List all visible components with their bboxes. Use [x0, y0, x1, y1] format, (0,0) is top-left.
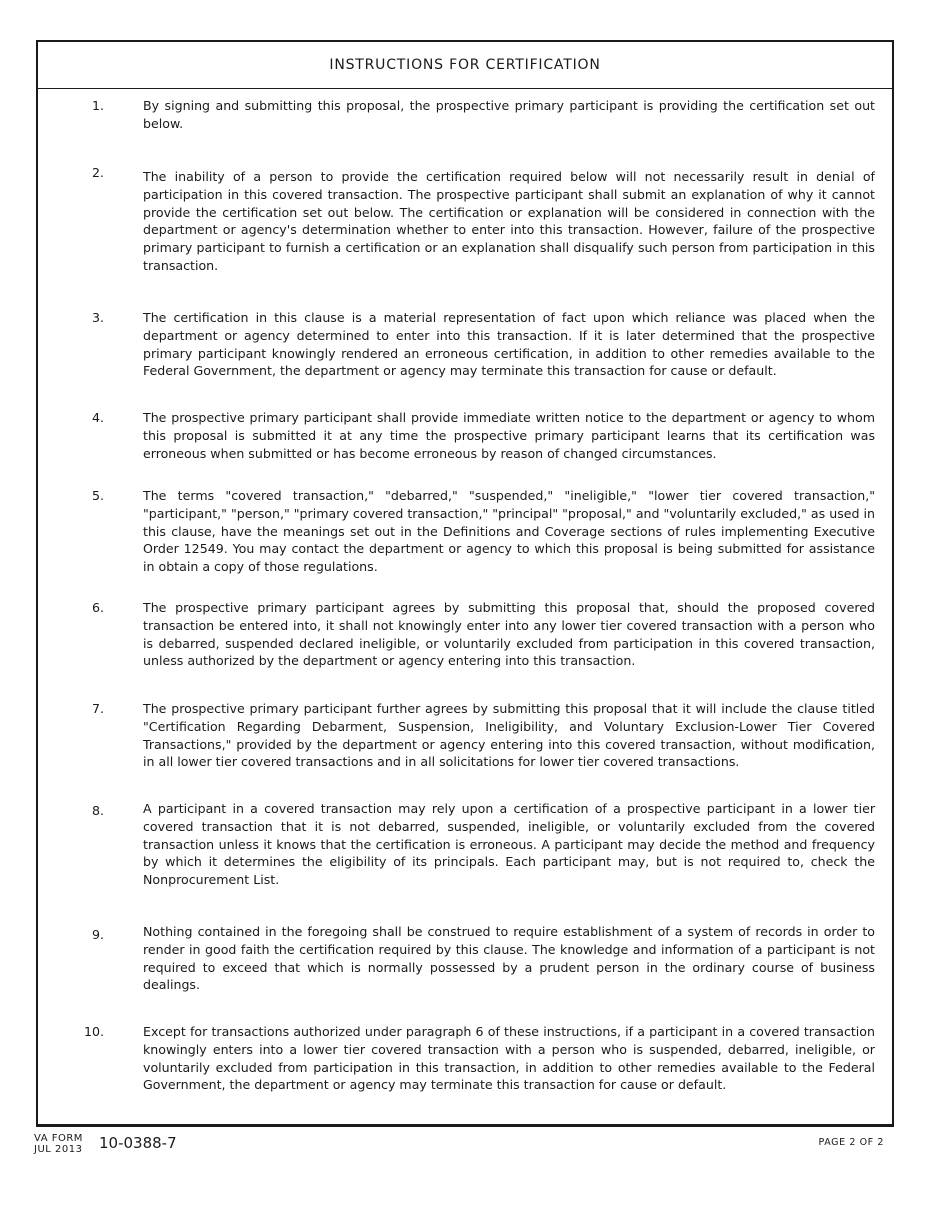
- form-number: 10-0388-7: [99, 1134, 177, 1152]
- item-number: 7.: [91, 701, 104, 716]
- item-text: The prospective primary participant further agrees by submitting this proposal that it will include the clause titled "Certification Regarding Debarment, Suspension, Ineligibility, and Voluntary Exclusion-Lower Tier Covered Transactions," provided by the department or agency entering into this covered transaction, without modification, in all lower tier covered transactions and in all solicitations for lower tier covered transactions.: [143, 701, 875, 770]
- item-text: The inability of a person to provide the certification required below will not necessarily result in denial of participation in this covered transaction. The prospective participant shall submit an explanation of why it cannot provide the certification set out below. The certification or explanation will be considered in connection with the department or agency's determination whether to enter into this transaction. However, failure of the prospective primary participant to furnish a certification or an explanation shall disqualify such person from participation in this transaction.: [143, 169, 875, 273]
- item-number: 6.: [91, 600, 104, 615]
- item-number: 4.: [91, 410, 104, 425]
- item-number: 3.: [91, 310, 104, 325]
- item-number: 2.: [91, 165, 104, 180]
- item-number: 1.: [91, 98, 104, 113]
- page-number: PAGE 2 OF 2: [818, 1137, 884, 1148]
- item-text: The prospective primary participant shall provide immediate written notice to the department or agency to whom this proposal is submitted it at any time the prospective primary participant learns that its certification was erroneous when submitted or has become erroneous by reason of changed circumstances.: [143, 410, 875, 461]
- item-text: The certification in this clause is a material representation of fact upon which reliance was placed when the department or agency determined to enter into this transaction. If it is later determined that the prospective primary participant knowingly rendered an erroneous certification, in addition to other remedies available to the Federal Government, the department or agency may terminate this transaction for cause or default.: [143, 310, 875, 379]
- page-title: INSTRUCTIONS FOR CERTIFICATION: [38, 42, 892, 89]
- form-label: [34, 1133, 83, 1155]
- item-number: 9.: [91, 927, 104, 942]
- form-date: JUL 2013: [34, 1144, 83, 1155]
- form-label-text: VA FORM: [34, 1133, 83, 1144]
- item-text: By signing and submitting this proposal, the prospective primary participant is providing the certification set out below.: [143, 98, 875, 131]
- item-text: The prospective primary participant agrees by submitting this proposal that, should the proposed covered transaction be entered into, it shall not knowingly enter into any lower tier covered transaction with a person who is debarred, suspended declared ineligible, or voluntarily excluded from participation in this covered transaction, unless authorized by the department or agency entering into this transaction.: [143, 600, 875, 669]
- item-text: Nothing contained in the foregoing shall be construed to require establishment of a system of records in order to render in good faith the certification required by this clause. The knowledge and information of a participant is not required to exceed that which is normally possessed by a prudent person in the ordinary course of business dealings.: [143, 924, 875, 993]
- item-number: 5.: [91, 488, 104, 503]
- certification-frame: [36, 40, 894, 1127]
- item-number: 10.: [83, 1024, 104, 1039]
- item-text: Except for transactions authorized under paragraph 6 of these instructions, if a participant in a covered transaction knowingly enters into a lower tier covered transaction with a person who is suspended, debarred, ineligible, or voluntarily excluded from participation in this transaction, in addition to other remedies available to the Federal Government, the department or agency may terminate this transaction for cause or default.: [143, 1024, 875, 1093]
- item-number: 8.: [91, 803, 104, 818]
- item-text: The terms "covered transaction," "debarred," "suspended," "ineligible," "lower tier covered transaction," "participant," "person," "primary covered transaction," "principal" "proposal," and "voluntarily excluded," as used in this clause, have the meanings set out in the Definitions and Coverage sections of rules implementing Executive Order 12549. You may contact the department or agency to which this proposal is being submitted for assistance in obtain a copy of those regulations.: [143, 488, 875, 575]
- item-text: A participant in a covered transaction may rely upon a certification of a prospective participant in a lower tier covered transaction that it is not debarred, suspended, ineligible, or voluntarily excluded from the covered transaction unless it knows that the certification is erroneous. A participant may decide the method and frequency by which it determines the eligibility of its principals. Each participant may, but is not required to, check the Nonprocurement List.: [143, 801, 875, 888]
